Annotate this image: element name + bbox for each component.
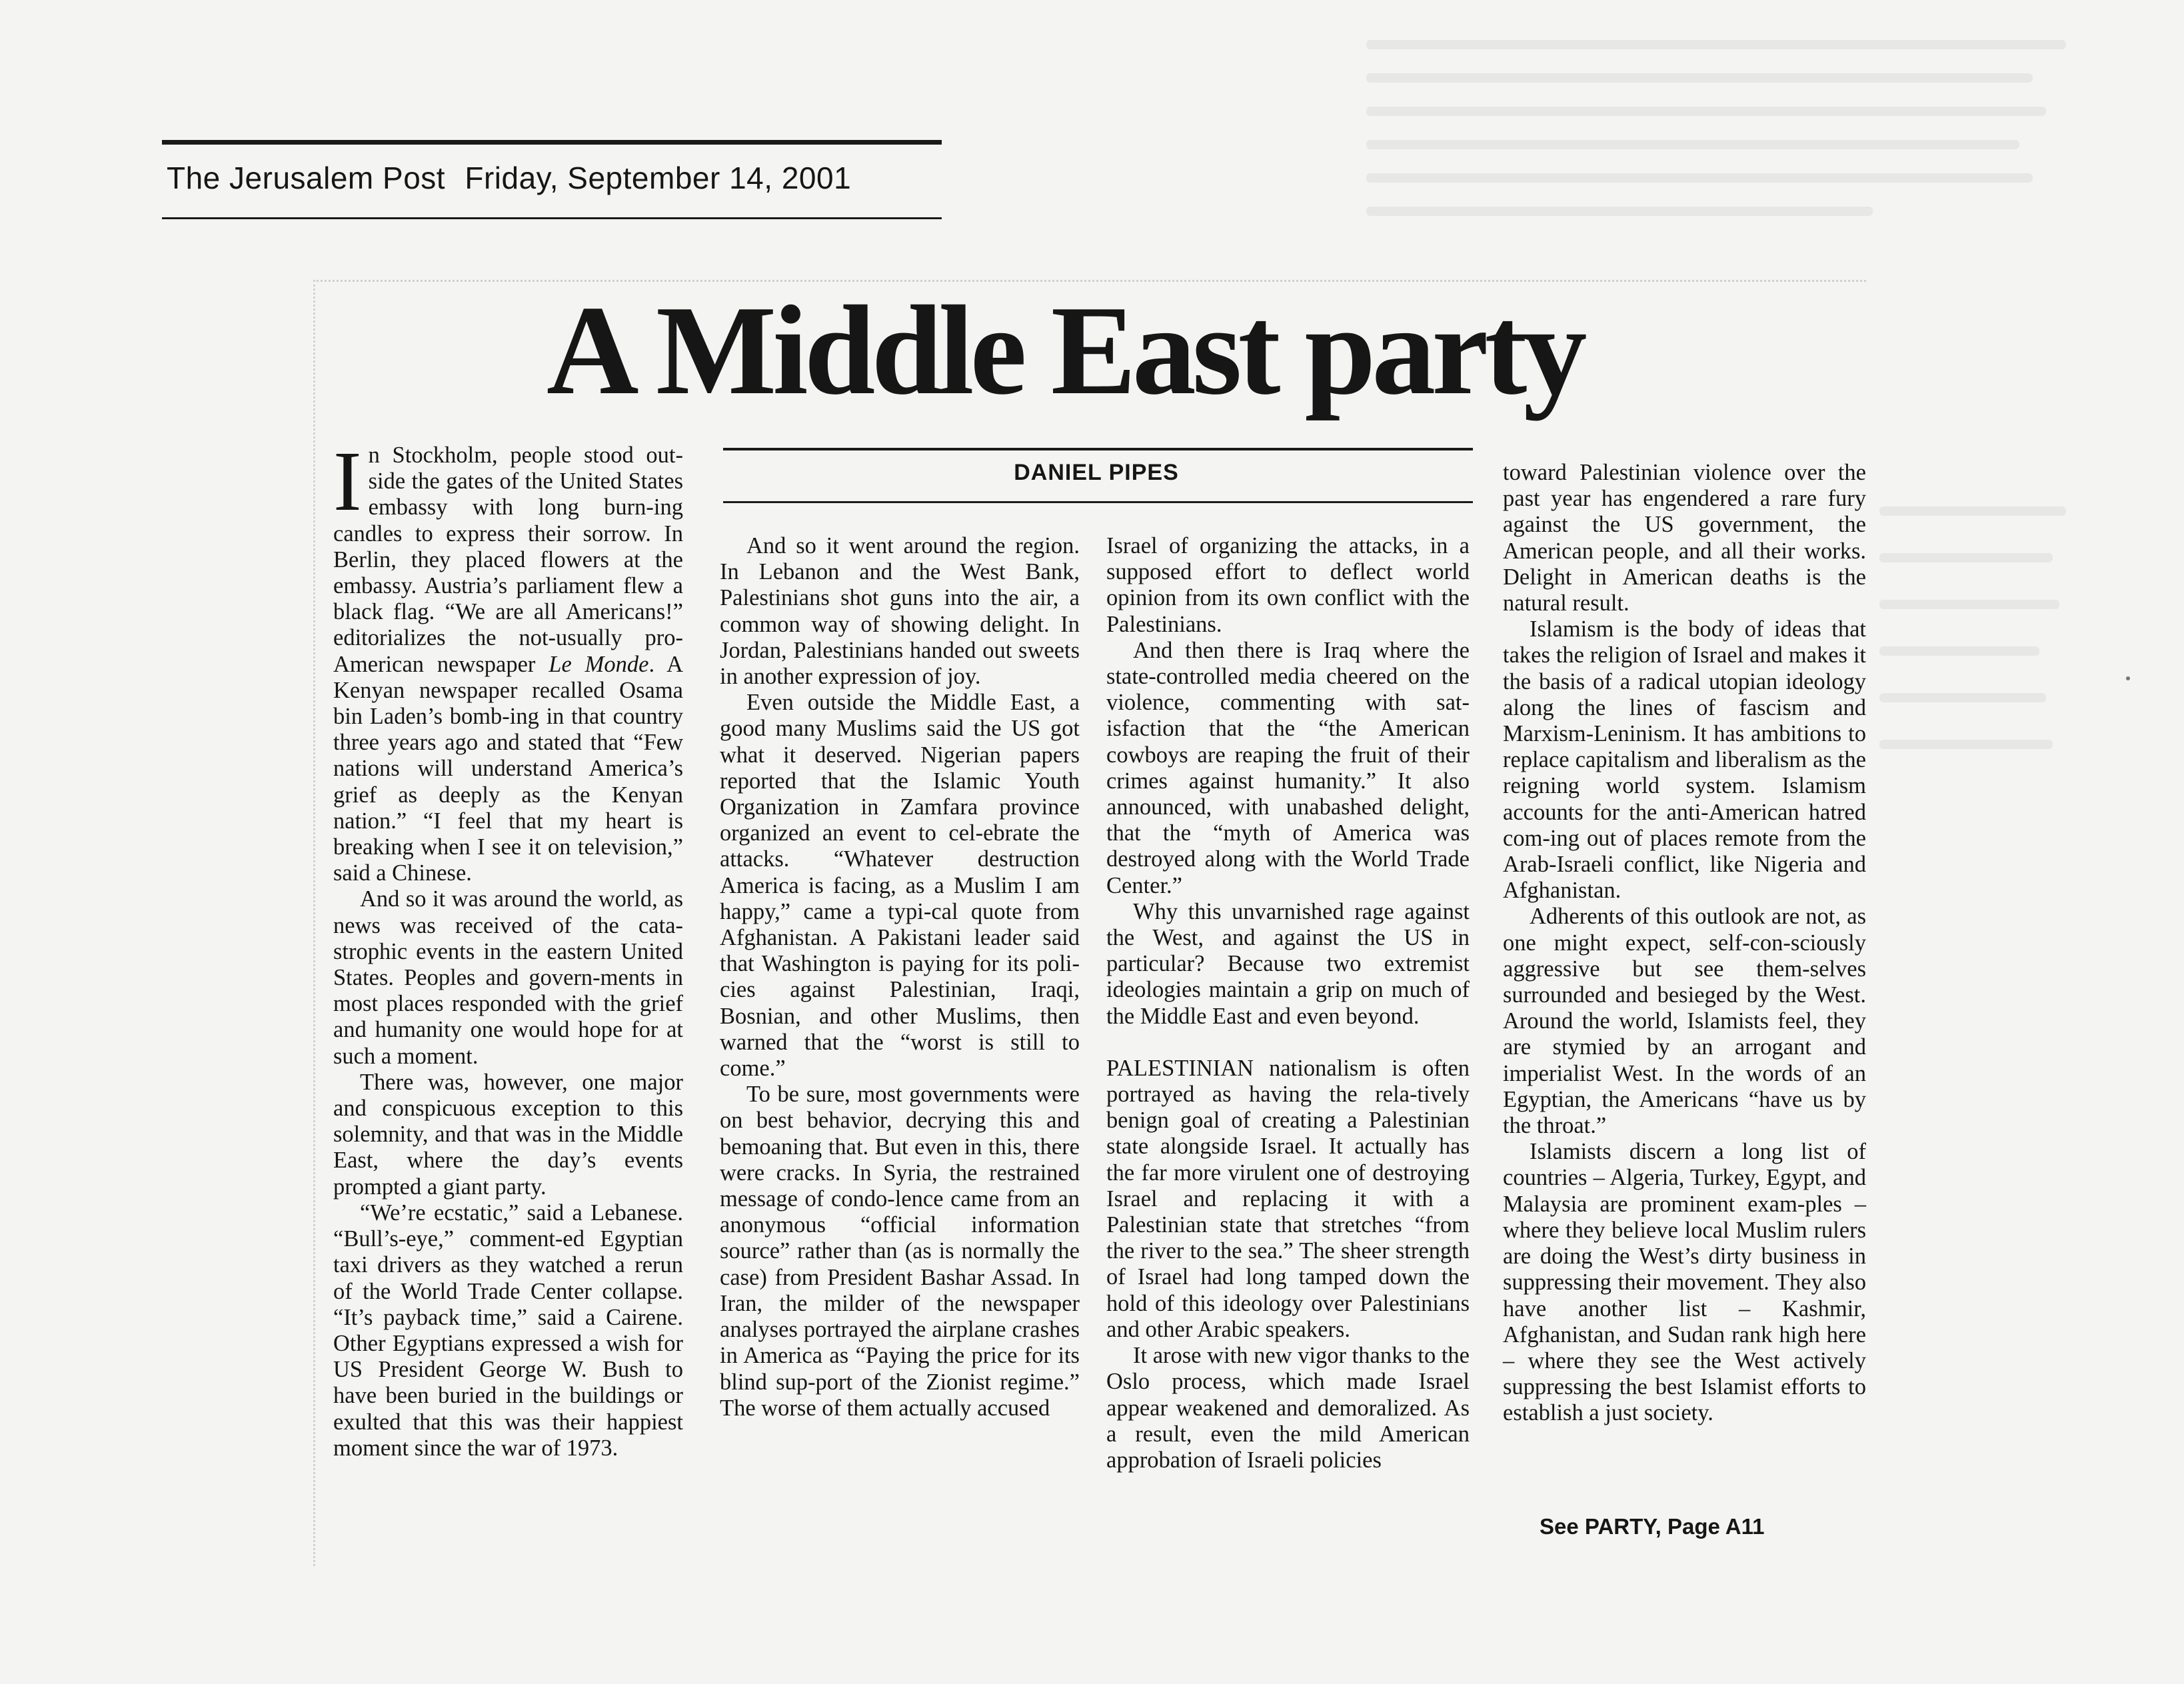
masthead-top-rule — [162, 140, 942, 145]
paragraph: It arose with new vigor thanks to the Oslo process, which made Israel appear weakened and demoralized. As a result, even the mild American approbation of Israeli policies — [1106, 1343, 1470, 1473]
newspaper-name: The Jerusalem Post — [167, 161, 446, 195]
scan-speck — [2126, 676, 2130, 680]
bleed-through-line — [1879, 646, 2039, 656]
paragraph: To be sure, most governments were on best behavior, decrying this and bemoaning that. But even in this, there were cracks. In Syria, the restrained message of condo-lence came from an anonymous “official information source” rather than (as is normally the case) from President Bashar Assad. In Iran, the milder of the newspaper analyses portrayed the airplane crashes in America as “Paying the price for its blind sup-port of the Zionist regime.” The worse of them actually accused — [720, 1082, 1080, 1421]
article-column-1 — [333, 434, 683, 1461]
bleed-through-line — [1879, 600, 2059, 609]
subhead-paragraph: PALESTINIAN nationalism is often portrayed as having the rela-tively benign goal of creating a Palestinian state alongside Israel. It actually has the far more virulent one of destroying Israel and replacing it with a Palestinian state that stretches “from the river to the sea.” The sheer strength of Israel had long tamped down the hold of this ideology over Palestinians and other Arabic speakers. — [1106, 1055, 1470, 1342]
article-column-4 — [1503, 460, 1866, 1427]
byline-top-rule — [723, 448, 1473, 450]
publication-date: Friday, September 14, 2001 — [465, 161, 852, 195]
byline: DANIEL PIPES — [1014, 460, 1179, 485]
bleed-through-line — [1366, 140, 2019, 149]
newspaper-title: Le Monde — [548, 651, 649, 677]
masthead-bottom-rule — [162, 217, 942, 219]
paragraph: “We’re ecstatic,” said a Lebanese. “Bull’s-eye,” comment-ed Egyptian taxi drivers as they watched a rerun of the World Trade Center collapse. “It’s payback time,” said a Cairene. Other Egyptians expressed a wish for US President George W. Bush to have been buried in the buildings or exulted that this was their happiest moment since the war of 1973. — [333, 1200, 683, 1461]
bleed-through-line — [1879, 506, 2066, 516]
paragraph: Islamism is the body of ideas that takes the religion of Israel and makes it the basis of a radical utopian ideology along the lines of fascism and Marxism-Leninism. It has ambitions to replace capitalism and liberalism as the reigning world system. Islamism accounts for the anti-American hatred com-ing out of places remote from the Arab-Israeli conflict, like Nigeria and Afghanistan. — [1503, 616, 1866, 904]
article-column-3 — [1106, 533, 1470, 1473]
bleed-through-line — [1879, 553, 2053, 562]
paragraph: Why this unvarnished rage against the West, and against the US in particular? Because two extremist ideologies maintain a grip on much of the Middle East and even beyond. — [1106, 898, 1470, 1029]
bleed-through-line — [1879, 693, 2046, 702]
bleed-through-line — [1366, 73, 2033, 83]
continuation-link[interactable]: See PARTY, Page A11 — [1540, 1514, 1765, 1539]
masthead — [167, 160, 940, 196]
paragraph: There was, however, one major and conspicuous exception to this solemnity, and that was in the Middle East, where the day’s events prompted a giant party. — [333, 1069, 683, 1200]
paragraph: Even outside the Middle East, a good many Muslims said the US got what it deserved. Nigerian papers reported that the Islamic Youth Organization in Zamfara province organized an event to cel-ebrate the attacks. “Whatever destruction America is facing, as a Muslim I am happy,” came a typi-cal quote from Afghanistan. A Pakistani leader said that Washington is paying for its poli-cies against Palestinian, Iraqi, Bosnian, and other Muslims, then warned that the “worst is still to come.” — [720, 690, 1080, 1082]
paragraph: And then there is Iraq where the state-controlled media cheered on the violence, commenting with sat-isfaction that the “the American cowboys are reaping the fruit of their crimes against humanity.” It also announced, with unabashed delight, that the “myth of America was destroyed along with the World Trade Center.” — [1106, 637, 1470, 898]
paragraph: And so it went around the region. In Lebanon and the West Bank, Palestinians shot guns into the air, a common way of showing delight. In Jordan, Palestinians handed out sweets in another expression of joy. — [720, 533, 1080, 690]
paragraph: Islamists discern a long list of countries – Algeria, Turkey, Egypt, and Malaysia are prominent exam-ples – where they believe local Muslim rulers are doing the West’s dirty business in suppressing their movement. They also have another list – Kashmir, Afghanistan, and Sudan rank high here – where they see the West actively suppressing the best Islamist efforts to establish a just society. — [1503, 1139, 1866, 1426]
paragraph: And so it was around the world, as news was received of the cata-strophic events in the eastern United States. Peoples and govern-ments in most places responded with the grief and humanity one would hope for at such a moment. — [333, 886, 683, 1069]
bleed-through-line — [1879, 740, 2053, 749]
paragraph-text: . A Kenyan newspaper recalled Osama bin Laden’s bomb-ing in that country three years ago and stated that “Few nations will understand America’s grief as deeply as the Kenyan nation.” “I feel that my heart is breaking when I see it on television,” said a Chinese. — [333, 651, 683, 886]
paragraph-text: n Stockholm, people stood out-side the gates of the United States embassy with long burn-ing candles to express their sorrow. In Berlin, they placed flowers at the embassy. Austria’s parliament flew a black flag. “We are all Americans!” editorializes the not-usually pro-American newspaper — [333, 442, 683, 677]
bleed-through-line — [1366, 40, 2066, 49]
paragraph: Israel of organizing the attacks, in a supposed effort to deflect world opinion from its own conflict with the Palestinians. — [1106, 533, 1470, 637]
article-column-2 — [720, 533, 1080, 1421]
byline-bottom-rule — [723, 501, 1473, 503]
bleed-through-line — [1366, 207, 1873, 216]
clipping-edge-left — [313, 280, 315, 1566]
article-headline: A Middle East party — [546, 279, 1584, 421]
bleed-through-line — [1366, 173, 2033, 183]
bleed-through-line — [1366, 107, 2046, 116]
paragraph: Adherents of this outlook are not, as one might expect, self-con-sciously aggressive but see them-selves surrounded and besieged by the West. Around the world, Islamists feel, they are stymied by an arrogant and imperialist West. In the words of an Egyptian, the Americans “have us by the throat.” — [1503, 904, 1866, 1139]
paragraph: toward Palestinian violence over the past year has engendered a rare fury against the US government, the American people, and all their works. Delight in American deaths is the natural result. — [1503, 460, 1866, 616]
drop-cap: I — [333, 434, 362, 528]
paragraph — [333, 434, 683, 886]
